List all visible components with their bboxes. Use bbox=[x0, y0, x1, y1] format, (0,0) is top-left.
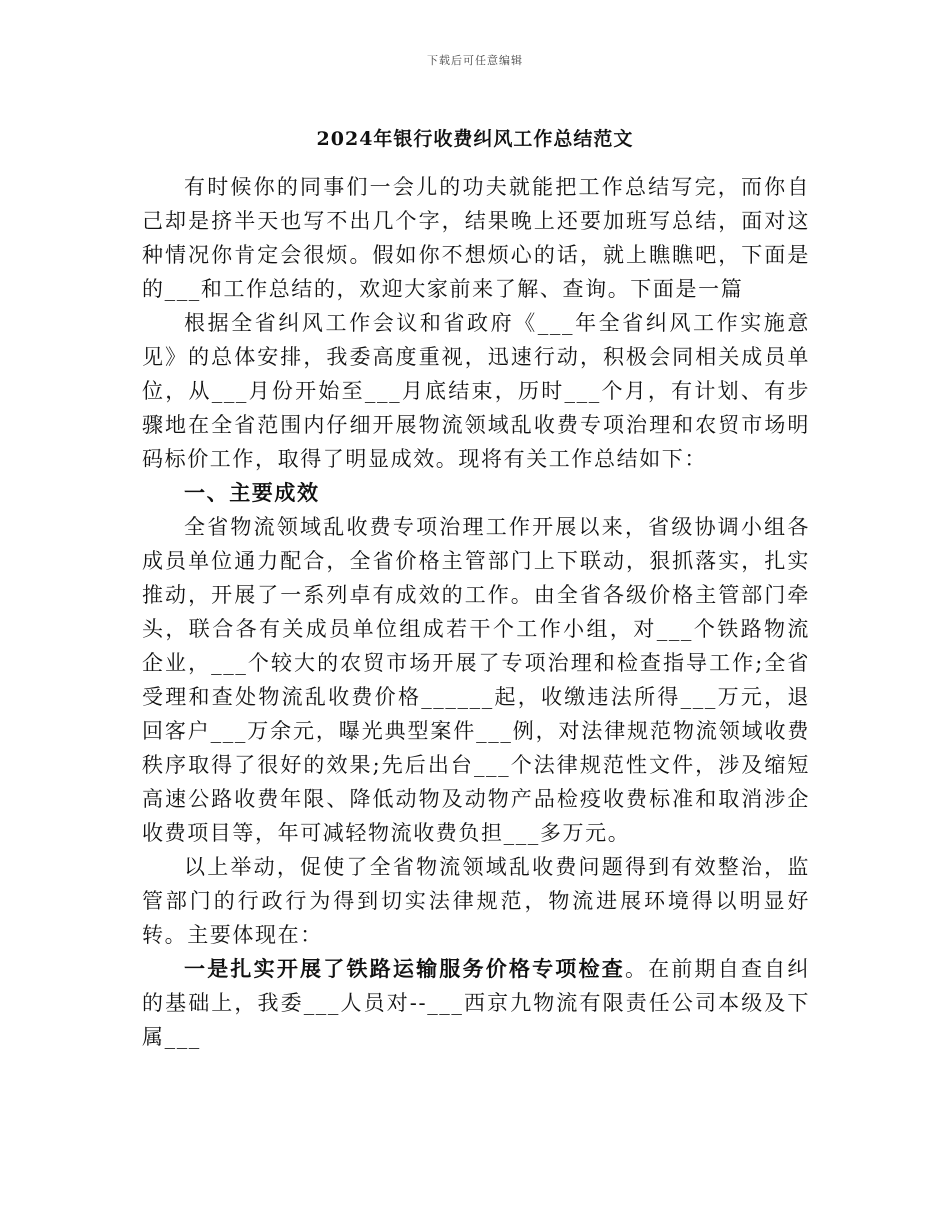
section-heading: 一、主要成效 bbox=[184, 480, 320, 505]
paragraph-summary: 以上举动，促使了全省物流领域乱收费问题得到有效整治，监管部门的行政行为得到切实法律规范，物流进展环境得以明显好转。主要体现在： bbox=[142, 855, 810, 947]
first-point-text: 。在前期自查自纠的基础上，我委___人员对--___西京九物流有限责任公司本级及下属___ bbox=[142, 957, 810, 1049]
paragraph-intro: 有时候你的同事们一会儿的功夫就能把工作总结写完，而你自己却是挤半天也写不出几个字，结果晚上还要加班写总结，面对这种情况你肯定会很烦。假如你不想烦心的话，就上瞧瞧吧，下面是的___和工作总结的，欢迎大家前来了解、查询。下面是一篇 bbox=[142, 175, 810, 301]
page-header: 下载后可任意编辑 bbox=[427, 54, 523, 67]
first-point-lead: 一是扎实开展了铁路运输服务价格专项检查 bbox=[184, 956, 625, 981]
paragraph-background: 根据全省纠风工作会议和省政府《___年全省纠风工作实施意见》的总体安排，我委高度重视，迅速行动，积极会同相关成员单位，从___月份开始至___月底结束，历时___个月，有计划、有步骤地在全省范围内仔细开展物流领域乱收费专项治理和农贸市场明码标价工作，取得了明显成效。现将有关工作总结如下： bbox=[142, 311, 810, 471]
document-body bbox=[142, 170, 810, 1054]
document-title: 2024年银行收费纠风工作总结范文 bbox=[316, 128, 634, 150]
paragraph-first-point bbox=[142, 952, 810, 1054]
paragraph-achievements: 全省物流领域乱收费专项治理工作开展以来，省级协调小组各成员单位通力配合，全省价格主管部门上下联动，狠抓落实，扎实推动，开展了一系列卓有成效的工作。由全省各级价格主管部门牵头，联合各有关成员单位组成若干个工作小组，对___个铁路物流企业，___个较大的农贸市场开展了专项治理和检查指导工作;全省受理和查处物流乱收费价格______起，收缴违法所得___万元，退回客户___万余元，曝光典型案件___例，对法律规范物流领域收费秩序取得了很好的效果;先后出台___个法律规范性文件，涉及缩短高速公路收费年限、降低动物及动物产品检疫收费标准和取消涉企收费项目等，年可减轻物流收费负担___多万元。 bbox=[142, 515, 810, 845]
